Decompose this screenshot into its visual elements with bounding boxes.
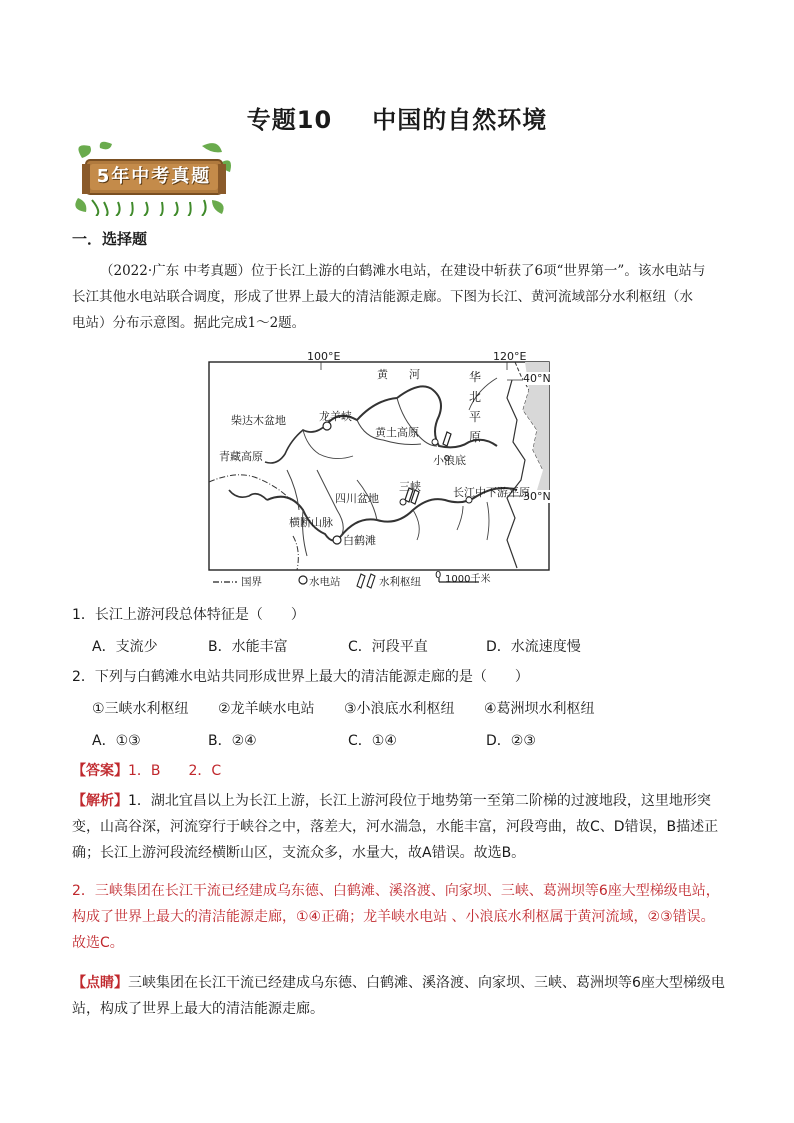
q2-item-3: ③小浪底水利枢纽 (344, 701, 455, 717)
analysis-part-2c: 故选C。 (72, 935, 124, 951)
answer-tag: 【答案】 (72, 763, 128, 779)
legend-scale-zero: 0 (435, 570, 442, 581)
title-topic-name: 中国的自然环境 (372, 106, 548, 134)
question-1-stem: 1．长江上游河段总体特征是（ ） (72, 607, 305, 623)
river-basin-map (207, 350, 553, 590)
legend-hub: 水利枢纽 (379, 576, 421, 588)
map-label-hua: 华 (469, 370, 482, 384)
map-lat-40: 40°N (523, 372, 551, 385)
q2-item-2: ②龙羊峡水电站 (218, 701, 315, 717)
question-intro (72, 258, 722, 336)
legend-station: 水电站 (309, 576, 341, 588)
analysis-part-2a: 2．三峡集团在长江干流已经建成乌东德、白鹤滩、溪洛渡、向家坝、三峡、葛洲坝等6座大型梯级电站，构成了世界上最大的清洁能源走廊， (72, 883, 720, 925)
q1-option-c: C．河段平直 (348, 639, 428, 655)
map-figure (207, 350, 553, 590)
q2-item-4: ④葛洲坝水利枢纽 (484, 701, 595, 717)
map-lat-30: 30°N (523, 490, 551, 503)
map-label-yuan: 原 (469, 430, 482, 444)
q2-option-c: C．①④ (348, 733, 397, 749)
page-title (0, 100, 794, 135)
q2-option-a: A．①③ (92, 733, 141, 749)
exam-badge (72, 140, 232, 216)
q2-option-d: D．②③ (486, 733, 536, 749)
map-label-sanxia: 三峡 (399, 480, 421, 493)
map-lon-120: 120°E (493, 350, 527, 363)
legend-border: 国界 (241, 576, 262, 588)
map-label-ping: 平 (469, 410, 482, 424)
map-label-bei: 北 (469, 390, 482, 404)
answer-text: 1．B 2．C (128, 763, 222, 779)
intro-line-2: 长江其他水电站联合调度，形成了世界上最大的清洁能源走廊。下图为长江、黄河流域部分水利枢纽（水 (72, 289, 693, 305)
map-label-huang: 黄 (377, 368, 388, 381)
comment-text: 三峡集团在长江干流已经建成乌东德、白鹤滩、溪洛渡、向家坝、三峡、葛洲坝等6座大型梯级电站，构成了世界上最大的清洁能源走廊。 (72, 975, 725, 1017)
map-lon-100: 100°E (307, 350, 341, 363)
map-label-huangtu: 黄土高原 (375, 426, 419, 439)
q2-option-b: B．②④ (208, 733, 257, 749)
comment-tag: 【点睛】 (72, 975, 128, 991)
map-label-baihetan: 白鹤滩 (343, 534, 376, 547)
map-label-longyangxia: 龙羊峡 (319, 410, 352, 423)
answer-block (72, 758, 728, 784)
map-label-he: 河 (409, 368, 420, 381)
comment-block (72, 970, 728, 1022)
map-label-qaidam: 柴达木盆地 (231, 414, 286, 427)
map-label-qinghai-tibet: 青藏高原 (219, 450, 263, 463)
section-heading: 一．选择题 (72, 230, 148, 248)
map-label-changjiang-plain: 长江中下游平原 (453, 486, 530, 499)
analysis-block (72, 788, 728, 866)
map-label-hengduan: 横断山脉 (289, 516, 333, 529)
question-2-stem: 2．下列与白鹤滩水电站共同形成世界上最大的清洁能源走廊的是（ ） (72, 669, 529, 685)
map-label-xiaolangdi: 小浪底 (433, 454, 466, 467)
title-topic-number: 专题10 (246, 106, 333, 134)
q1-option-a: A．支流少 (92, 639, 158, 655)
map-label-sichuan: 四川盆地 (335, 492, 379, 505)
q2-item-1: ①三峡水利枢纽 (92, 701, 189, 717)
intro-line-1: （2022·广东 中考真题）位于长江上游的白鹤滩水电站，在建设中斩获了6项“世界第一”。该水电站与 (100, 263, 706, 279)
q1-option-d: D．水流速度慢 (486, 639, 581, 655)
analysis-part-2-block (72, 878, 728, 956)
badge-label: 5年中考真题 (96, 166, 212, 187)
intro-line-3: 电站）分布示意图。据此完成1～2题。 (72, 315, 306, 331)
analysis-part-2b: ①④正确；龙羊峡水电站 、小浪底水利枢属于黄河流域，②③错误。 (296, 909, 715, 925)
analysis-part-1: 1．湖北宜昌以上为长江上游，长江上游河段位于地势第一至第二阶梯的过渡地段，这里地形突变，山高谷深，河流穿行于峡谷之中，落差大，河水湍急，水能丰富，河段弯曲，故C、D错误，B描述正确；长江上游河段流经横断山区，支流众多，水量大，故A错误。故选B。 (72, 793, 719, 861)
legend-scale-1000: 1000千米 (445, 574, 491, 585)
q1-option-b: B．水能丰富 (208, 639, 288, 655)
analysis-tag: 【解析】 (72, 793, 128, 809)
